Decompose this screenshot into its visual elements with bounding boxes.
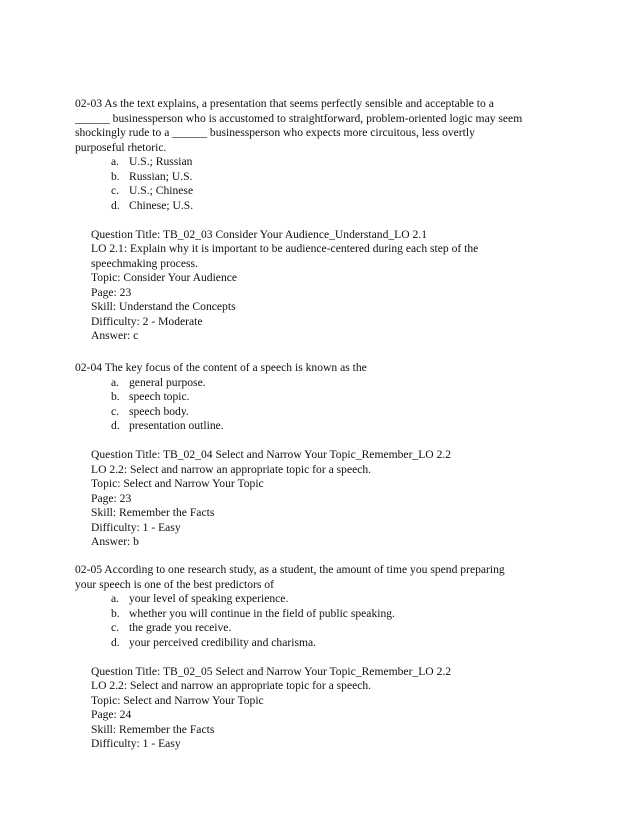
- stem-line: 02-04 The key focus of the content of a speech is known as the: [75, 361, 367, 374]
- option-d: [75, 419, 555, 434]
- option-letter: b.: [111, 606, 120, 620]
- option-c: [75, 621, 555, 636]
- stem-line: shockingly rude to a ______ businessperson who expects more circuitous, less overtly: [75, 126, 475, 139]
- question-stem: [75, 361, 555, 376]
- option-letter: d.: [111, 419, 120, 432]
- stem-line: 02-05 According to one research study, as a student, the amount of time you spend preparing: [75, 563, 505, 576]
- meta-page: Page: 24: [91, 708, 132, 721]
- option-d: [75, 636, 555, 651]
- stem-line: ______ businessperson who is accustomed to straightforward, problem-oriented logic may seem: [75, 111, 523, 125]
- meta-page: Page: 23: [91, 491, 132, 505]
- stem-line: your speech is one of the best predictors of: [75, 577, 274, 591]
- question-02-03: [75, 97, 555, 344]
- meta-learning-objective: LO 2.2: Select and narrow an appropriate topic for a speech.: [91, 462, 372, 476]
- option-text: presentation outline.: [129, 419, 224, 432]
- option-letter: c.: [111, 404, 120, 418]
- option-text: U.S.; Chinese: [129, 184, 194, 197]
- option-letter: a.: [111, 155, 120, 168]
- option-letter: c.: [111, 184, 120, 197]
- meta-answer: Answer: b: [91, 535, 139, 548]
- meta-question-title: Question Title: TB_02_04 Select and Narrow Your Topic_Remember_LO 2.2: [91, 448, 452, 461]
- answer-options: [75, 376, 555, 434]
- option-a: [75, 592, 555, 607]
- question-stem: [75, 563, 555, 592]
- option-a: [75, 376, 555, 391]
- option-letter: b.: [111, 390, 120, 403]
- meta-learning-objective-cont: speechmaking process.: [91, 256, 198, 270]
- option-c: [75, 405, 555, 420]
- option-text: speech body.: [129, 404, 189, 418]
- question-02-05: [75, 563, 555, 752]
- option-letter: c.: [111, 621, 120, 634]
- meta-difficulty: Difficulty: 1 - Easy: [91, 737, 181, 750]
- option-c: [75, 184, 555, 199]
- option-text: Chinese; U.S.: [129, 198, 194, 212]
- question-metadata: [75, 448, 555, 550]
- meta-learning-objective: LO 2.2: Select and narrow an appropriate topic for a speech.: [91, 679, 372, 692]
- option-d: [75, 199, 555, 214]
- option-text: your perceived credibility and charisma.: [129, 635, 317, 649]
- option-b: [75, 170, 555, 185]
- meta-skill: Skill: Understand the Concepts: [91, 300, 236, 313]
- option-text: the grade you receive.: [129, 621, 232, 634]
- option-a: [75, 155, 555, 170]
- option-text: your level of speaking experience.: [129, 592, 289, 605]
- option-b: [75, 390, 555, 405]
- meta-topic: Topic: Consider Your Audience: [91, 271, 238, 284]
- meta-question-title: Question Title: TB_02_03 Consider Your Audience_Understand_LO 2.1: [91, 227, 428, 241]
- question-stem: [75, 97, 555, 155]
- meta-difficulty: Difficulty: 2 - Moderate: [91, 314, 203, 328]
- meta-topic: Topic: Select and Narrow Your Topic: [91, 693, 264, 707]
- meta-page: Page: 23: [91, 285, 132, 299]
- question-metadata: [75, 665, 555, 752]
- option-letter: d.: [111, 198, 120, 212]
- option-letter: d.: [111, 635, 120, 649]
- option-text: speech topic.: [129, 390, 190, 403]
- meta-question-title: Question Title: TB_02_05 Select and Narrow Your Topic_Remember_LO 2.2: [91, 664, 452, 678]
- answer-options: [75, 592, 555, 650]
- option-b: [75, 607, 555, 622]
- option-text: whether you will continue in the field of public speaking.: [129, 606, 395, 620]
- option-letter: a.: [111, 592, 120, 605]
- answer-options: [75, 155, 555, 213]
- option-text: general purpose.: [129, 375, 206, 389]
- stem-line: 02-03 As the text explains, a presentation that seems perfectly sensible and acceptable to a: [75, 97, 494, 110]
- stem-line: purposeful rhetoric.: [75, 140, 167, 154]
- option-text: Russian; U.S.: [129, 169, 193, 183]
- question-02-04: [75, 361, 555, 550]
- option-letter: a.: [111, 375, 120, 389]
- meta-answer: Answer: c: [91, 329, 139, 342]
- meta-difficulty: Difficulty: 1 - Easy: [91, 520, 181, 534]
- meta-skill: Skill: Remember the Facts: [91, 506, 215, 519]
- meta-topic: Topic: Select and Narrow Your Topic: [91, 477, 264, 490]
- meta-learning-objective: LO 2.1: Explain why it is important to be audience-centered during each step of the: [91, 242, 479, 255]
- question-metadata: [75, 228, 555, 344]
- option-text: U.S.; Russian: [129, 155, 193, 168]
- option-letter: b.: [111, 169, 120, 183]
- meta-skill: Skill: Remember the Facts: [91, 722, 215, 736]
